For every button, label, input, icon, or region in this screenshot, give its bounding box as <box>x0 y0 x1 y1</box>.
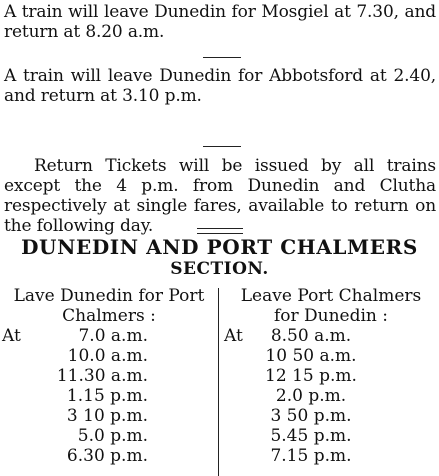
departure-time-row <box>2 366 216 386</box>
departure-time: 10 50 a.m. <box>265 346 357 366</box>
departure-time: 12 15 p.m. <box>265 366 357 386</box>
departure-time-row <box>224 366 438 386</box>
departure-time: 6.30 p.m. <box>66 446 148 466</box>
column-heading-line: Lave Dunedin for Port <box>13 286 205 306</box>
separator-rule <box>203 57 241 58</box>
departure-time: 3 10 p.m. <box>66 406 148 426</box>
departure-times-list <box>2 326 216 466</box>
at-label: At <box>2 326 21 346</box>
notice-abbotsford-train: A train will leave Dunedin for Abbotsford at 2.40, and return at 3.10 p.m. <box>4 66 436 106</box>
departure-time: 2.0 p.m. <box>275 386 347 406</box>
section-subtitle: SECTION. <box>170 259 269 279</box>
departure-time: 5.45 p.m. <box>270 426 352 446</box>
double-separator-rule-top <box>197 228 243 229</box>
notice-mosgiel-train: A train will leave Dunedin for Mosgiel at 7.30, and return at 8.20 a.m. <box>4 2 436 42</box>
departure-time-row <box>2 446 216 466</box>
departure-times-list <box>224 326 438 466</box>
notice-return-tickets: Return Tickets will be issued by all trains except the 4 p.m. from Dunedin and Clutha respectively at single fares, available to return on the following day. <box>4 156 436 236</box>
section-title: DUNEDIN AND PORT CHALMERS <box>21 235 418 259</box>
column-divider <box>218 288 219 476</box>
separator-rule <box>203 146 241 147</box>
double-separator-rule-bottom <box>197 233 243 234</box>
departure-time: 10.0 a.m. <box>67 346 148 366</box>
departure-time-row <box>224 386 438 406</box>
departure-time-row <box>224 446 438 466</box>
timetable-dunedin-departures <box>2 286 216 466</box>
departure-time: 1.15 p.m. <box>66 386 148 406</box>
departure-time: 3 50 p.m. <box>270 406 352 426</box>
departure-time-row <box>2 386 216 406</box>
departure-time: 8.50 a.m. <box>270 326 352 346</box>
departure-time-row <box>2 406 216 426</box>
column-heading-line: Leave Port Chalmers <box>240 286 422 306</box>
column-heading-line: Chalmers : <box>62 306 156 326</box>
departure-time-row <box>224 426 438 446</box>
column-heading-line: for Dunedin : <box>273 306 389 326</box>
departure-time-row <box>224 406 438 426</box>
departure-time: 7.15 p.m. <box>270 446 352 466</box>
departure-time: 7.0 a.m. <box>78 326 148 346</box>
departure-time-row <box>2 326 216 346</box>
departure-time-row <box>2 426 216 446</box>
departure-time-row <box>2 346 216 366</box>
timetable-port-chalmers-departures <box>224 286 438 466</box>
at-label: At <box>224 326 243 346</box>
column-heading <box>2 286 216 326</box>
column-heading <box>224 286 438 326</box>
departure-time: 5.0 p.m. <box>77 426 148 446</box>
departure-time-row <box>224 326 438 346</box>
departure-time: 11.30 a.m. <box>56 366 148 386</box>
departure-time-row <box>224 346 438 366</box>
